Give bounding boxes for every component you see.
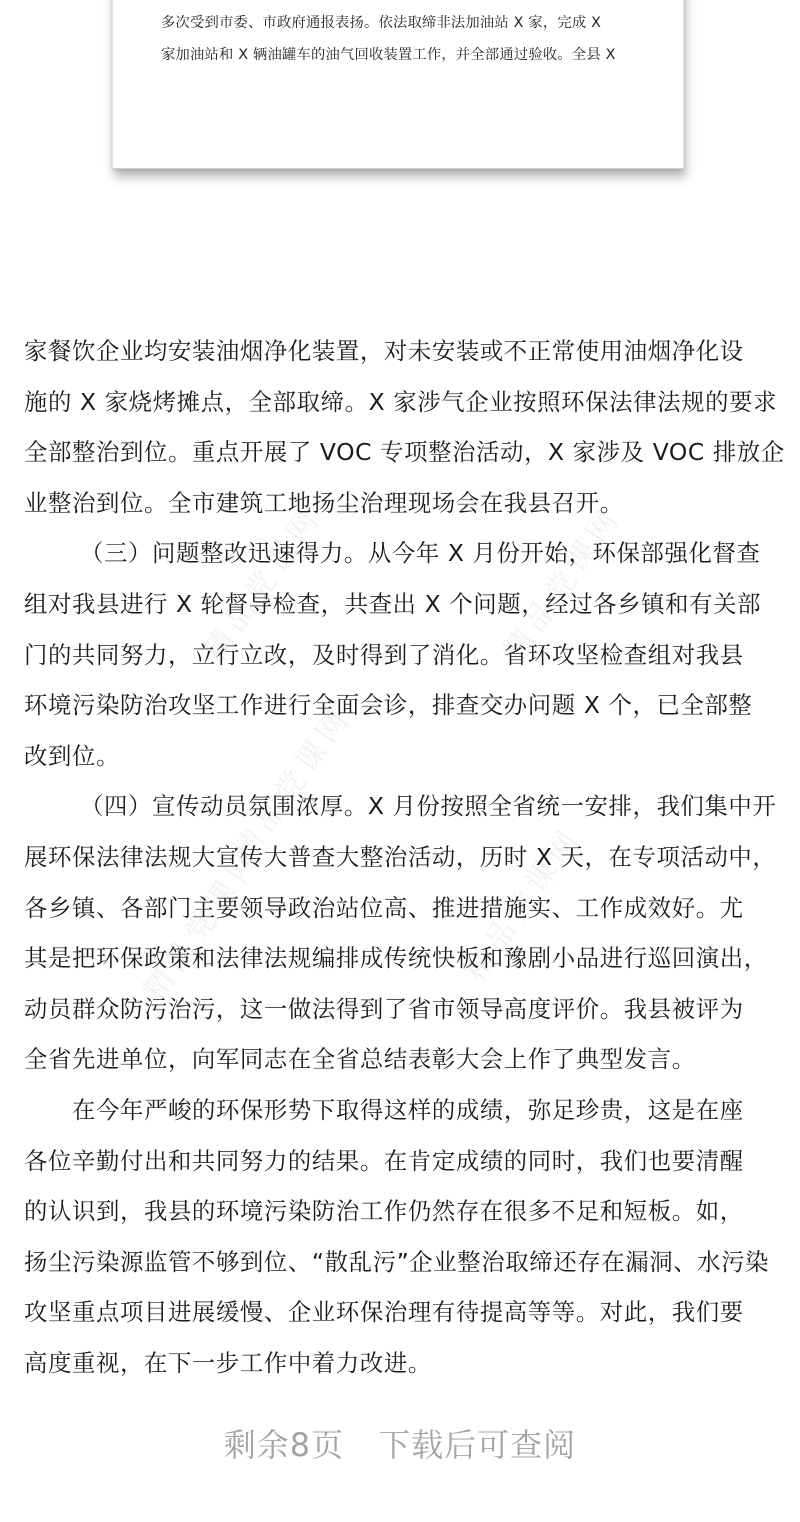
text-line: 全省先进单位，向军同志在全省总结表彰大会上作了典型发言。 (24, 1045, 696, 1074)
remaining-pages-prompt[interactable] (0, 1420, 800, 1466)
paragraph-section-three (24, 528, 784, 781)
preview-text-line: 多次受到市委、市政府通报表扬。依法取缔非法加油站 X 家，完成 X (161, 15, 602, 31)
text-line: 在今年严峻的环保形势下取得这样的成绩，弥足珍贵，这是在座 (72, 1095, 744, 1124)
text-line: 组对我县进行 X 轮督导检查，共查出 X 个问题，经过各乡镇和有关部 (24, 589, 762, 618)
text-line: 展环保法律法规大宣传大普查大整治活动，历时 X 天，在专项活动中， (24, 842, 777, 871)
document-body (24, 326, 784, 1388)
text-line: 家餐饮企业均安装油烟净化装置，对未安装或不正常使用油烟净化设 (24, 337, 744, 365)
preview-text-line: 家加油站和 X 辆油罐车的油气回收装置工作，并全部通过验收。全县 X (161, 47, 616, 63)
paragraph (24, 326, 784, 528)
text-line: 环境污染防治攻坚工作进行全面会诊，排查交办问题 X 个，已全部整 (24, 691, 753, 720)
text-line: 各位辛勤付出和共同努力的结果。在肯定成绩的同时，我们也要清醒 (24, 1146, 744, 1175)
text-line: 业整治到位。全市建筑工地扬尘治理现场会在我县召开。 (24, 488, 624, 517)
text-line: （三）问题整改迅速得力。从今年 X 月份开始，环保部强化督查 (80, 539, 761, 568)
download-to-view-link[interactable]: 下载后可查阅 (378, 1426, 577, 1464)
watermark: 精品党课网 (196, 500, 329, 668)
remaining-pages-label[interactable]: 剩余8页 (223, 1426, 345, 1464)
watermark: 精品党课网 (496, 500, 629, 668)
watermark: 精品党课网 (136, 840, 269, 1008)
text-line: 全部整治到位。重点开展了 VOC 专项整治活动，X 家涉及 VOC 排放企 (24, 438, 785, 467)
text-line: 攻坚重点项目进展缓慢、企业环保治理有待提高等等。对此，我们要 (24, 1298, 744, 1327)
text-line: 的认识到，我县的环境污染防治工作仍然存在很多不足和短板。如， (24, 1197, 744, 1226)
text-line: （四）宣传动员氛围浓厚。X 月份按照全省统一安排，我们集中开 (80, 792, 777, 821)
paragraph-summary (24, 1085, 784, 1389)
text-line: 其是把环保政策和法律法规编排成传统快板和豫剧小品进行巡回演出， (24, 944, 768, 973)
text-line: 各乡镇、各部门主要领导政治站位高、推进措施实、工作成效好。尤 (24, 893, 744, 922)
paragraph-section-four (24, 781, 784, 1085)
text-line: 门的共同努力，立行立改，及时得到了消化。省环攻坚检查组对我县 (24, 640, 744, 669)
text-line: 扬尘污染源监管不够到位、“散乱污”企业整治取缔还存在漏洞、水污染 (24, 1247, 770, 1276)
text-line: 高度重视，在下一步工作中着力改进。 (24, 1348, 432, 1377)
watermark: 精品党课网 (456, 820, 589, 988)
page-preview-card (112, 0, 684, 169)
text-line: 改到位。 (24, 741, 120, 770)
text-line: 施的 X 家烧烤摊点，全部取缔。X 家涉气企业按照环保法律法规的要求 (24, 387, 778, 416)
text-line: 动员群众防污治污，这一做法得到了省市领导高度评价。我县被评为 (24, 994, 744, 1023)
watermark: 精品党课网 (226, 700, 359, 868)
